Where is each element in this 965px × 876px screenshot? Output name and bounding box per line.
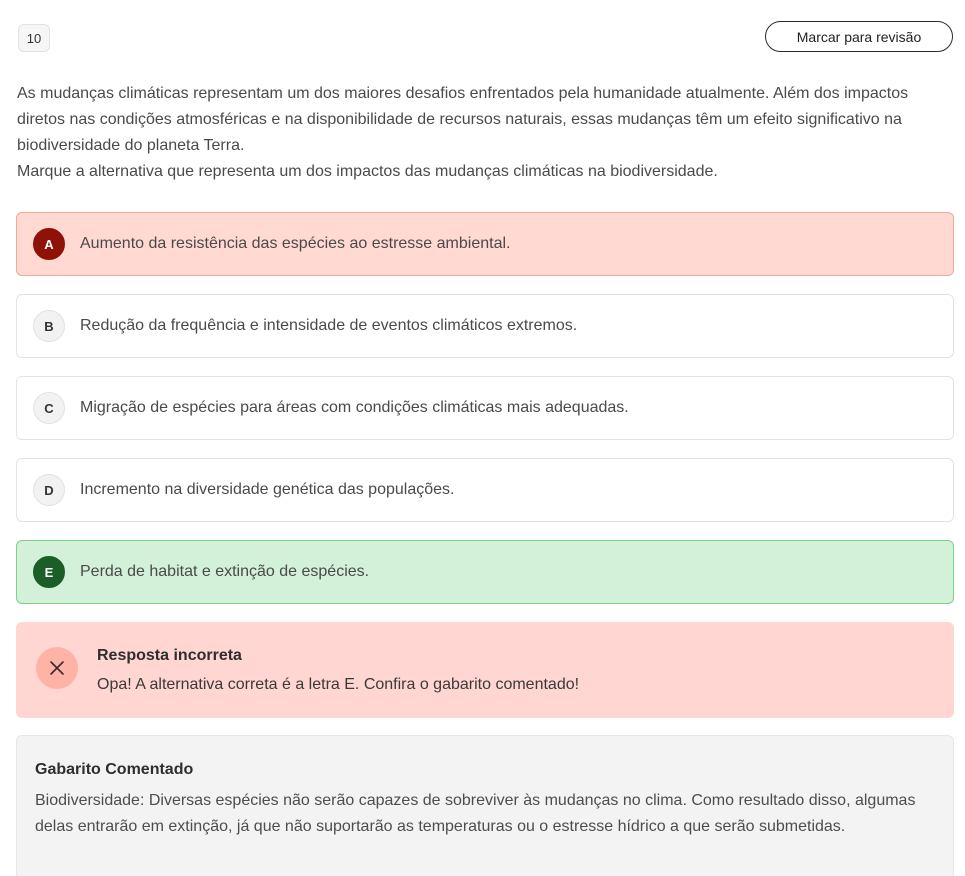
explanation-title: Gabarito Comentado (35, 761, 194, 778)
option-text: Migração de espécies para áreas com condições climáticas mais adequadas. (80, 399, 629, 416)
option-text: Perda de habitat e extinção de espécies. (80, 563, 370, 580)
option-d[interactable] (16, 458, 954, 522)
answer-explanation-panel (16, 735, 954, 876)
option-letter-badge: D (33, 474, 65, 506)
close-icon (36, 647, 78, 689)
option-b[interactable] (16, 294, 954, 358)
statement-instruction: Marque a alternativa que representa um dos impactos das mudanças climáticas na biodiversidade. (17, 163, 718, 180)
option-letter-badge: B (33, 310, 65, 342)
option-c[interactable] (16, 376, 954, 440)
statement-paragraph: As mudanças climáticas representam um dos maiores desafios enfrentados pela humanidade atualmente. Além dos impactos diretos nas condições atmosféricas e na disponibilidade de recursos naturais, essas mudanças têm um efeito significativo na biodiversidade do planeta Terra. (17, 85, 909, 154)
explanation-body: Biodiversidade: Diversas espécies não serão capazes de sobreviver às mudanças no clima. Como resultado disso, algumas delas entrarão em extinção, já que não suportarão as temperaturas ou o estresse hídrico a que serão submetidas. (35, 792, 916, 835)
feedback-title: Resposta incorreta (97, 647, 242, 664)
question-number-badge: 10 (18, 24, 50, 52)
option-text: Incremento na diversidade genética das populações. (80, 481, 455, 498)
option-letter-badge: E (33, 556, 65, 588)
option-a[interactable] (16, 212, 954, 276)
option-text: Aumento da resistência das espécies ao estresse ambiental. (80, 235, 511, 252)
mark-for-review-button[interactable]: Marcar para revisão (765, 21, 953, 52)
incorrect-answer-feedback (16, 622, 954, 718)
option-text: Redução da frequência e intensidade de eventos climáticos extremos. (80, 317, 578, 334)
question-statement (17, 81, 952, 185)
option-e[interactable] (16, 540, 954, 604)
feedback-message: Opa! A alternativa correta é a letra E. Confira o gabarito comentado! (97, 676, 580, 693)
option-letter-badge: C (33, 392, 65, 424)
option-letter-badge: A (33, 228, 65, 260)
